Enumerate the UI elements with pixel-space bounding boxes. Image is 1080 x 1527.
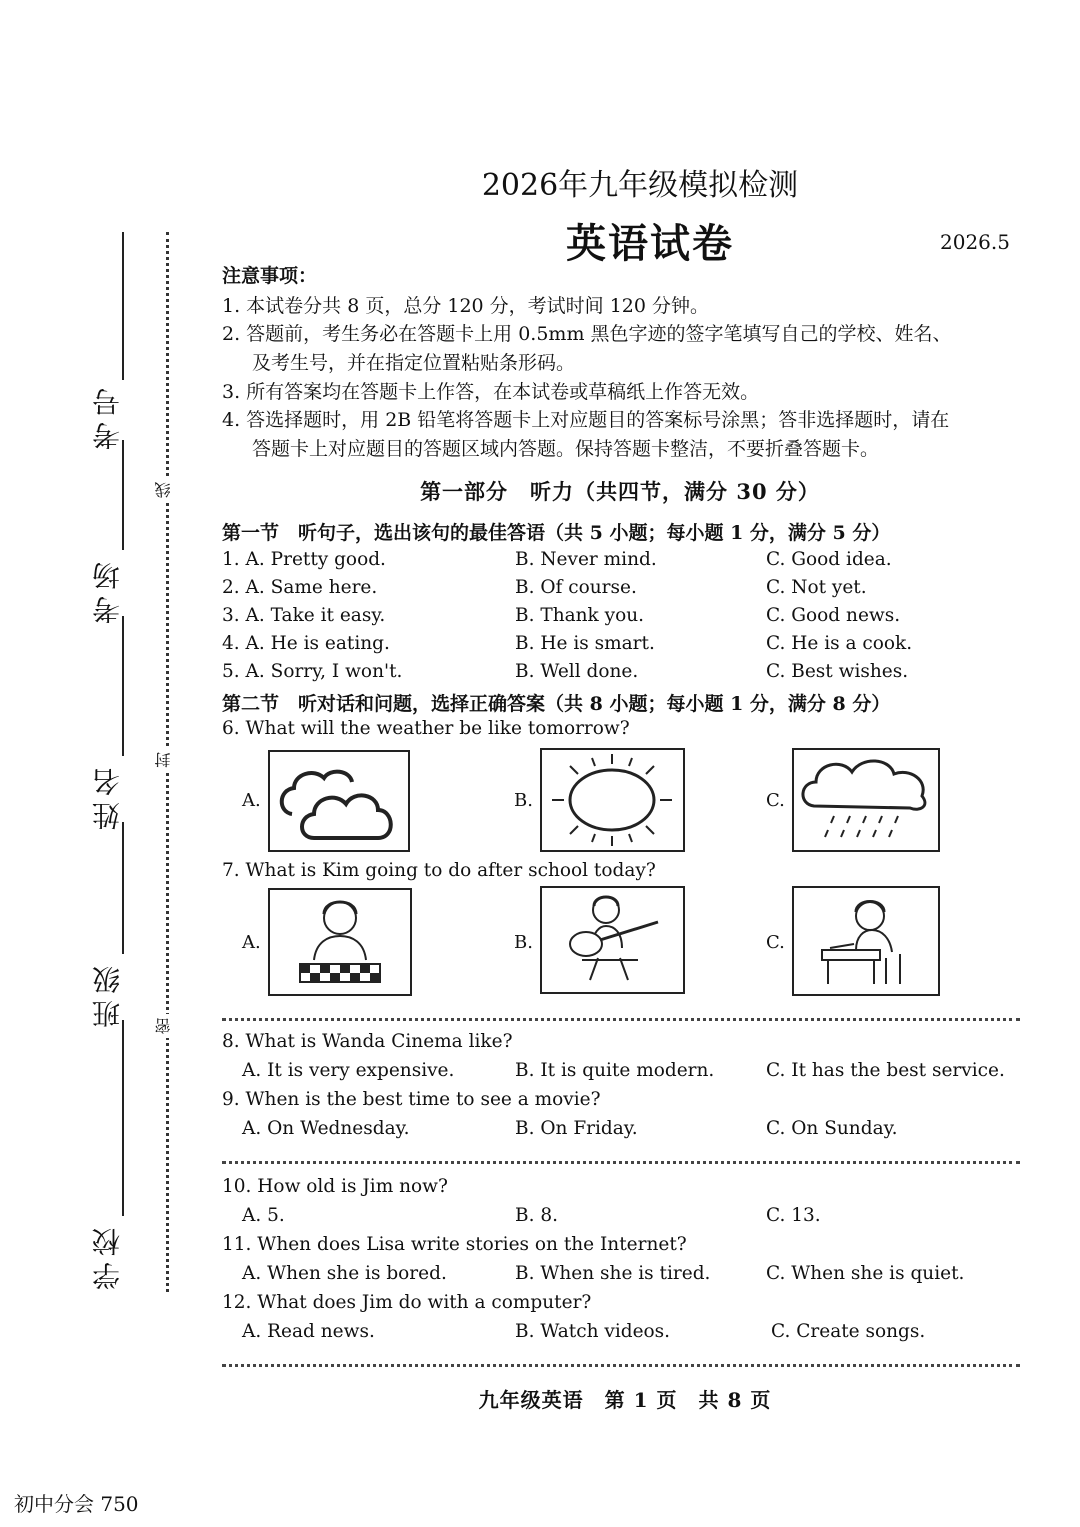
class-line [122,822,124,954]
q11-option-b: B. When she is tired. [515,1263,711,1284]
q10-question: 10. How old is Jim now? [222,1176,448,1197]
note-item: 1. 本试卷分共 8 页，总分 120 分，考试时间 120 分钟。 [222,295,710,317]
q6-label-c: C. [766,790,785,811]
separator [222,1018,1020,1021]
q12-option-a: A. Read news. [242,1321,375,1342]
q3-option-a: 3. A. Take it easy. [222,605,386,626]
note-item: 答题卡上对应题目的答题区域内答题。保持答题卡整洁，不要折叠答题卡。 [252,438,880,460]
q10-option-b: B. 8. [515,1205,559,1226]
q11-option-a: A. When she is bored. [242,1263,447,1284]
q9-question: 9. When is the best time to see a movie? [222,1089,601,1110]
q7-label-a: A. [242,932,261,953]
q6-picture-a [268,750,410,852]
q8-option-a: A. It is very expensive. [242,1060,455,1081]
q8-option-b: B. It is quite modern. [515,1060,715,1081]
q7-picture-c [792,886,940,996]
q12-question: 12. What does Jim do with a computer? [222,1292,592,1313]
q9-option-c: C. On Sunday. [766,1118,898,1139]
section2-title: 第二节 听对话和问题，选择正确答案（共 8 小题；每小题 1 分，满分 8 分） [222,693,891,715]
cloudy-icon [270,752,408,850]
q8-question: 8. What is Wanda Cinema like? [222,1031,513,1052]
q11-question: 11. When does Lisa write stories on the Internet? [222,1234,687,1255]
exam-date: 2026.5 [940,230,1010,254]
seal-word-line: 线 [152,478,175,502]
q7-label-b: B. [514,932,533,953]
seal-word-secret: 密 [152,1014,175,1038]
q3-option-c: C. Good news. [766,605,901,626]
girl-playing-guitar-icon [542,888,683,992]
page-footer: 九年级英语 第 1 页 共 8 页 [478,1388,772,1412]
note-item: 及考生号，并在指定位置粘贴条形码。 [252,352,576,374]
exam-no-label: 考号 [91,382,124,450]
q5-option-a: 5. A. Sorry, I won't. [222,661,403,682]
q4-option-c: C. He is a cook. [766,633,913,654]
q8-option-c: C. It has the best service. [766,1060,1005,1081]
girl-playing-chess-icon [270,890,410,994]
q10-option-c: C. 13. [766,1205,821,1226]
q6-picture-b [540,748,685,852]
q1-option-c: C. Good idea. [766,549,892,570]
q1-option-b: B. Never mind. [515,549,657,570]
q6-label-b: B. [514,790,533,811]
part1-title: 第一部分 听力（共四节，满分 30 分） [420,479,820,504]
name-line [122,616,124,756]
notes-heading: 注意事项： [222,265,318,287]
q4-option-a: 4. A. He is eating. [222,633,390,654]
q3-option-b: B. Thank you. [515,605,645,626]
q9-option-b: B. On Friday. [515,1118,638,1139]
q7-picture-b [540,886,685,994]
q2-option-c: C. Not yet. [766,577,867,598]
note-item: 2. 答题前，考生务必在答题卡上用 0.5mm 黑色字迹的签字笔填写自己的学校、姓名、 [222,323,952,345]
q1-option-a: 1. A. Pretty good. [222,549,386,570]
watermark: 初中分会 750 [14,1492,139,1516]
q7-question: 7. What is Kim going to do after school today? [222,860,656,881]
q12-option-c: C. Create songs. [771,1321,926,1342]
seal-word-seal: 封 [152,748,175,772]
q6-label-a: A. [242,790,261,811]
room-label: 考场 [91,556,124,624]
separator [222,1364,1020,1367]
separator [222,1161,1020,1164]
rain-icon [794,750,938,850]
note-item: 3. 所有答案均在答题卡上作答，在本试卷或草稿纸上作答无效。 [222,381,760,403]
section1-title: 第一节 听句子，选出该句的最佳答语（共 5 小题；每小题 1 分，满分 5 分） [222,522,891,544]
q2-option-b: B. Of course. [515,577,637,598]
q10-option-a: A. 5. [242,1205,285,1226]
school-line [122,1020,124,1216]
school-label: 学校 [91,1222,124,1290]
note-item: 4. 答选择题时，用 2B 铅笔将答题卡上对应题目的答案标号涂黑；答非选择题时，请在 [222,409,950,431]
class-label: 班级 [91,960,124,1028]
q7-picture-a [268,888,412,996]
subject-title: 英语试卷 [566,220,734,267]
q12-option-b: B. Watch videos. [515,1321,671,1342]
name-label: 姓名 [91,762,124,830]
exam-title: 2026年九年级模拟检测 [481,168,799,203]
q5-option-b: B. Well done. [515,661,639,682]
q6-picture-c [792,748,940,852]
q9-option-a: A. On Wednesday. [242,1118,410,1139]
q11-option-c: C. When she is quiet. [766,1263,965,1284]
girl-drawing-at-desk-icon [794,888,938,994]
q5-option-c: C. Best wishes. [766,661,909,682]
q6-question: 6. What will the weather be like tomorrow? [222,718,630,739]
q2-option-a: 2. A. Same here. [222,577,378,598]
q4-option-b: B. He is smart. [515,633,655,654]
q7-label-c: C. [766,932,785,953]
sun-icon [542,750,683,850]
